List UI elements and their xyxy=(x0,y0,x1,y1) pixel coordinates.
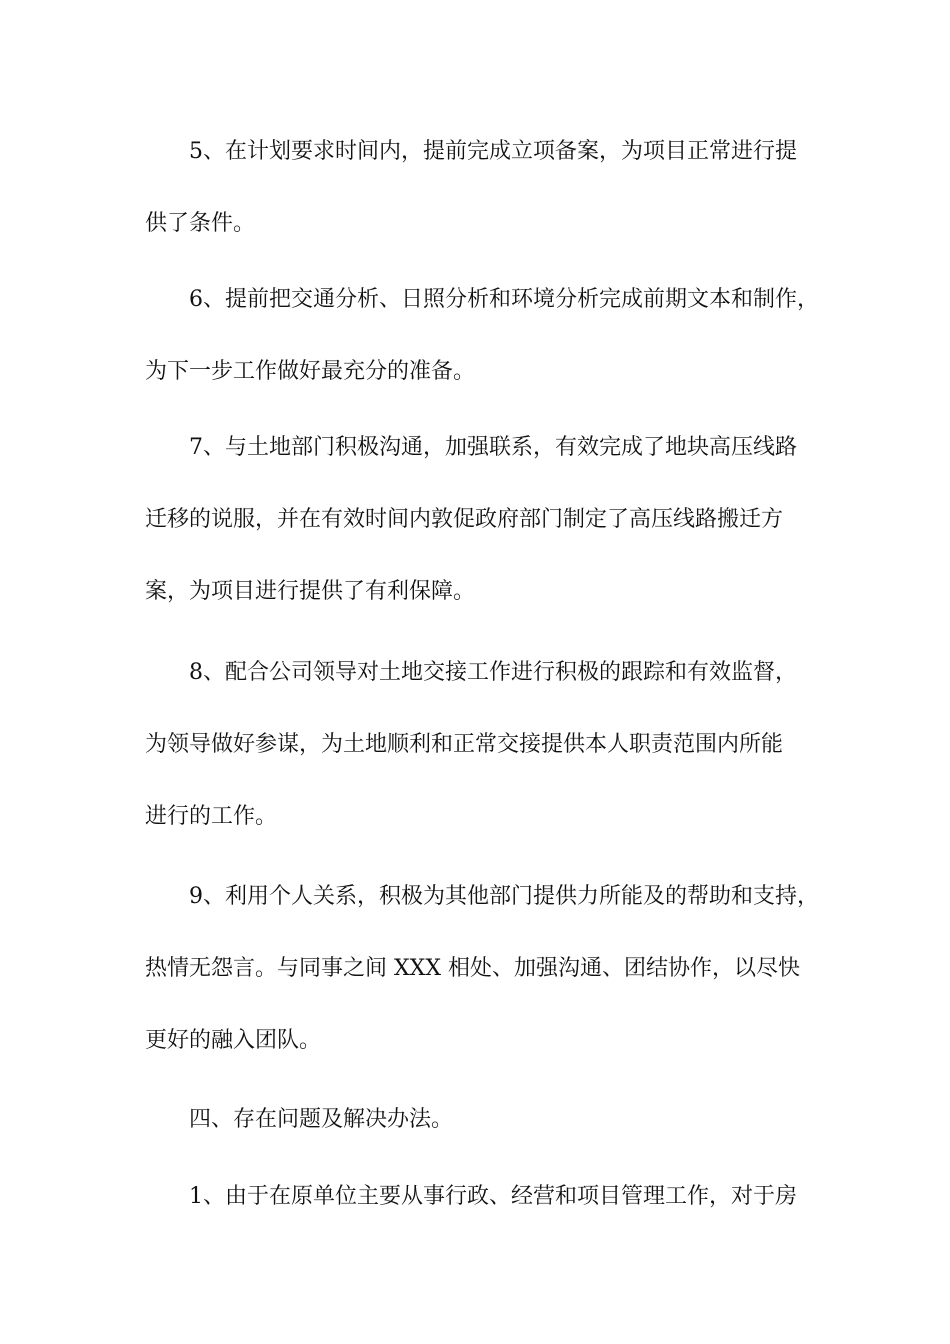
paragraph-item-6 xyxy=(145,287,819,384)
paragraph-line: 5、在计划要求时间内，提前完成立项备案，为项目正常进行提 xyxy=(189,139,797,164)
heading-line: 四、存在问题及解决办法。 xyxy=(189,1107,454,1132)
paragraph-line: 热情无怨言。与同事之间 XXX 相处、加强沟通、团结协作，以尽快 xyxy=(145,956,800,981)
paragraph-issue-1 xyxy=(145,1186,815,1208)
paragraph-line: 进行的工作。 xyxy=(145,804,278,829)
paragraph-line: 案，为项目进行提供了有利保障。 xyxy=(145,579,476,604)
paragraph-line: 更好的融入团队。 xyxy=(145,1028,322,1053)
paragraph-item-9 xyxy=(145,884,819,1053)
paragraph-line: 7、与土地部门积极沟通，加强联系，有效完成了地块高压线路 xyxy=(189,435,797,460)
paragraph-line: 9、利用个人关系，积极为其他部门提供力所能及的帮助和支持， xyxy=(189,884,819,909)
section-heading-problems xyxy=(145,1109,815,1131)
paragraph-line: 为领导做好参谋，为土地顺利和正常交接提供本人职责范围内所能 xyxy=(145,732,784,757)
paragraph-item-5 xyxy=(145,141,815,235)
paragraph-line: 1、由于在原单位主要从事行政、经营和项目管理工作，对于房 xyxy=(189,1184,797,1209)
paragraph-line: 供了条件。 xyxy=(145,211,256,236)
paragraph-item-8 xyxy=(145,662,815,828)
paragraph-line: 为下一步工作做好最充分的准备。 xyxy=(145,359,476,384)
paragraph-line: 8、配合公司领导对土地交接工作进行积极的跟踪和有效监督， xyxy=(189,660,797,685)
paragraph-line: 6、提前把交通分析、日照分析和环境分析完成前期文本和制作， xyxy=(189,287,819,312)
paragraph-item-7 xyxy=(145,437,815,603)
paragraph-line: 迁移的说服，并在有效时间内敦促政府部门制定了高压线路搬迁方 xyxy=(145,507,784,532)
